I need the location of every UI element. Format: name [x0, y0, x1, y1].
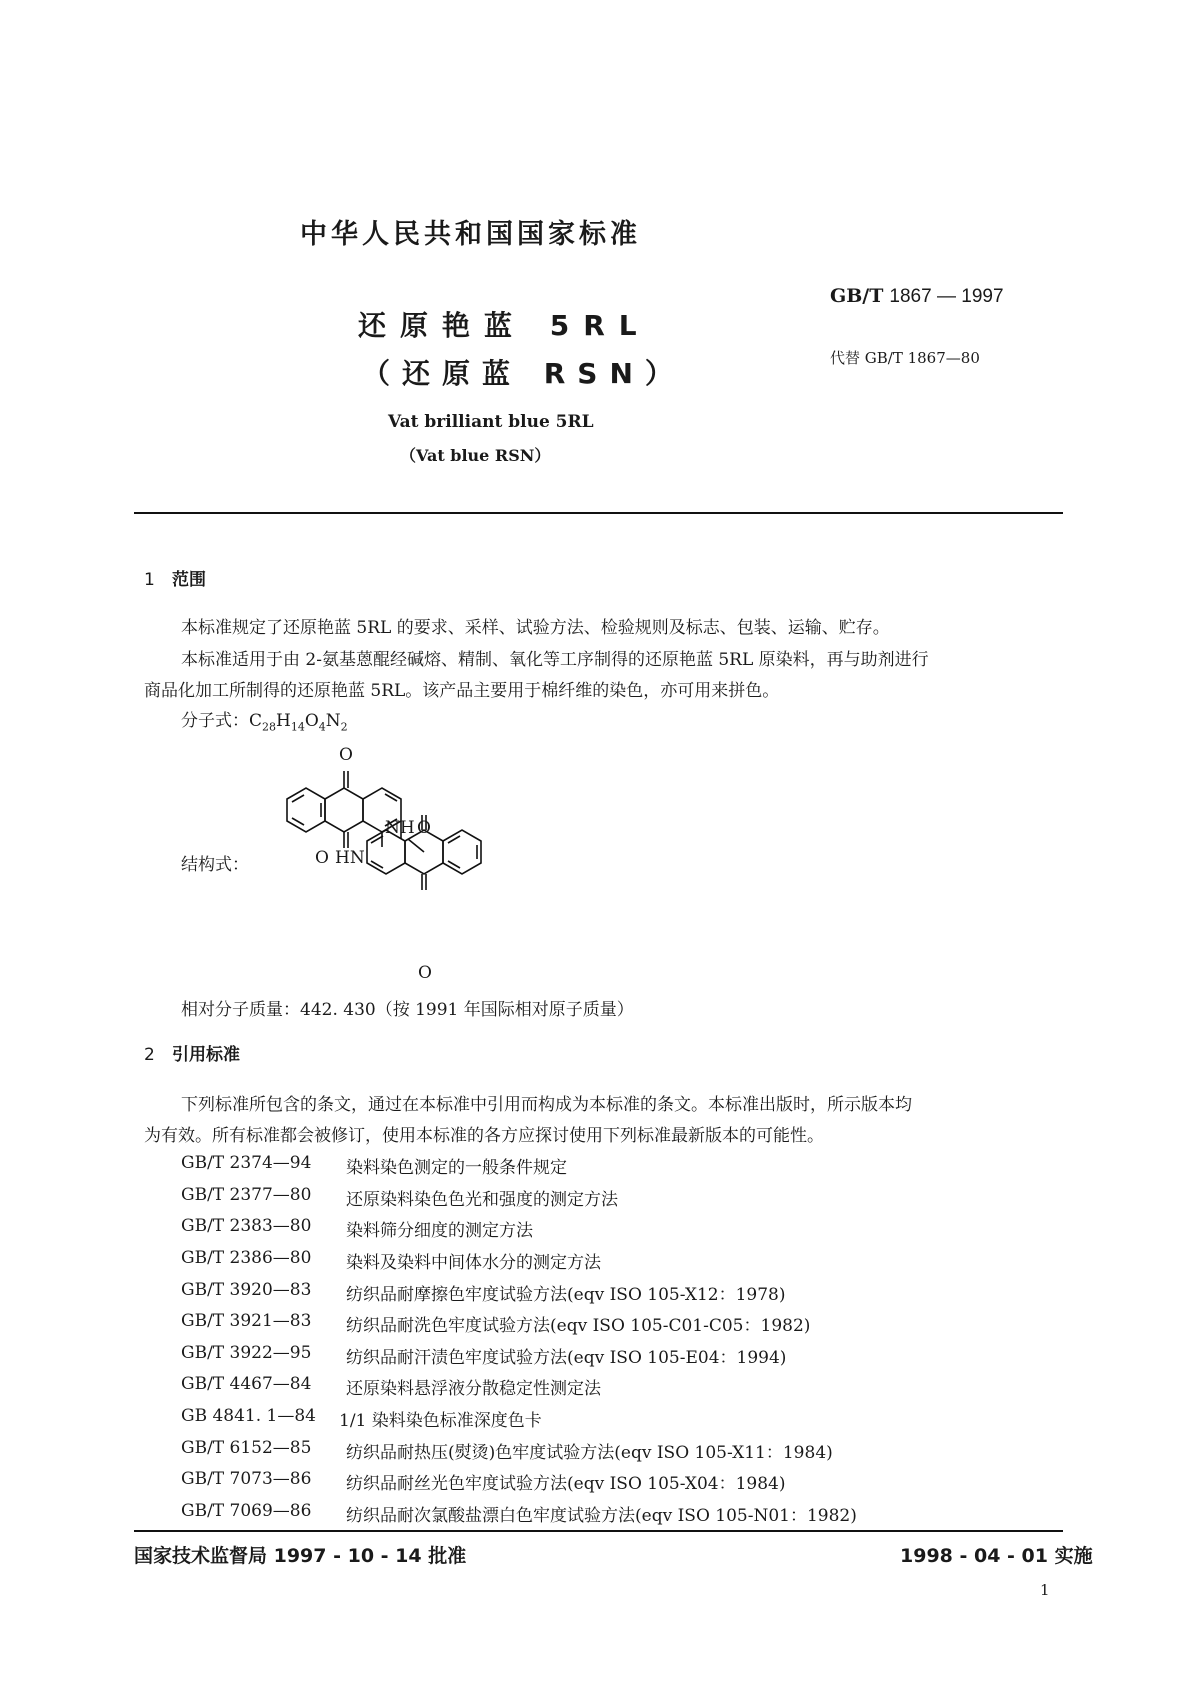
formula-nitrogen: N [325, 711, 341, 731]
formula-hydrogen: H [276, 711, 291, 731]
atom-o-top: O [339, 745, 353, 765]
reference-code: GB/T 6152—85 [181, 1438, 312, 1458]
header-divider [134, 512, 1063, 514]
reference-title: 染料染色测定的一般条件规定 [346, 1158, 567, 1178]
standard-number-value: 1867 — 1997 [889, 286, 1004, 307]
upper-central-ring [325, 788, 363, 832]
reference-code: GB/T 3920—83 [181, 1280, 312, 1300]
reference-title: 纺织品耐汗渍色牢度试验方法(eqv ISO 105-E04：1994) [346, 1348, 787, 1368]
page-number: 1 [1040, 1581, 1050, 1599]
atom-o-mid-right: O [417, 818, 431, 838]
reference-code: GB/T 2383—80 [181, 1216, 312, 1236]
reference-title: 纺织品耐洗色牢度试验方法(eqv ISO 105-C01-C05：1982) [346, 1316, 811, 1336]
reference-item [0, 1469, 1191, 1495]
approval-date: 国家技术监督局 1997 - 10 - 14 批准 [134, 1545, 467, 1567]
atom-o-bottom: O [418, 963, 432, 983]
reference-code: GB/T 4467—84 [181, 1374, 312, 1394]
section-1-number: 1 [144, 570, 155, 590]
reference-title: 纺织品耐热压(熨烫)色牢度试验方法(eqv ISO 105-X11：1984) [346, 1443, 833, 1463]
atom-o-mid-left: O [315, 848, 329, 868]
document-title-en-alias: （Vat blue RSN） [400, 446, 551, 465]
formula-hydrogen-count: 14 [290, 720, 305, 734]
section-1-paragraph-1: 本标准规定了还原艳蓝 5RL 的要求、采样、试验方法、检验规则及标志、包装、运输、贮存。 [181, 618, 890, 638]
reference-code: GB/T 2374—94 [181, 1153, 312, 1173]
section-1-title: 范围 [172, 570, 206, 590]
reference-item [0, 1185, 1191, 1211]
reference-title: 1/1 染料染色标准深度色卡 [339, 1411, 542, 1431]
reference-title: 纺织品耐丝光色牢度试验方法(eqv ISO 105-X04：1984) [346, 1474, 786, 1494]
replaces-standard: 代替 GB/T 1867—80 [830, 349, 980, 367]
reference-code: GB/T 7069—86 [181, 1501, 312, 1521]
section-2-heading [144, 1040, 240, 1065]
reference-code: GB 4841. 1—84 [181, 1406, 316, 1426]
formula-nitrogen-count: 2 [340, 720, 348, 734]
reference-item [0, 1343, 1191, 1369]
atom-nh: NH [385, 818, 415, 838]
reference-item [0, 1374, 1191, 1400]
reference-title: 染料及染料中间体水分的测定方法 [346, 1253, 601, 1273]
formula-carbon: C [249, 711, 263, 731]
reference-item [0, 1280, 1191, 1306]
section-2-paragraph-line-2: 为有效。所有标准都会被修订，使用本标准的各方应探讨使用下列标准最新版本的可能性。 [144, 1126, 824, 1146]
reference-item [0, 1216, 1191, 1242]
reference-code: GB/T 3922—95 [181, 1343, 312, 1363]
national-standard-title: 中华人民共和国国家标准 [300, 219, 641, 250]
reference-code: GB/T 2377—80 [181, 1185, 312, 1205]
standard-number-prefix: GB/T [830, 285, 884, 307]
reference-item [0, 1501, 1191, 1527]
section-2-title: 引用标准 [172, 1045, 240, 1065]
molecular-formula [181, 706, 348, 733]
molecular-formula-label: 分子式： [181, 711, 249, 731]
structure-label: 结构式： [181, 855, 249, 875]
document-title-cn-alias: （还原蓝 RSN） [362, 357, 685, 390]
formula-oxygen: O [304, 711, 319, 731]
reference-code: GB/T 7073—86 [181, 1469, 312, 1489]
reference-title: 还原染料染色色光和强度的测定方法 [346, 1190, 618, 1210]
reference-title: 染料筛分细度的测定方法 [346, 1221, 533, 1241]
relative-molecular-mass: 相对分子质量：442. 430（按 1991 年国际相对原子质量） [181, 1000, 634, 1020]
section-1-paragraph-2-line-1: 本标准适用于由 2-氨基蒽醌经碱熔、精制、氧化等工序制得的还原艳蓝 5RL 原染料，再与助剂进行 [181, 650, 929, 670]
reference-item [0, 1248, 1191, 1274]
reference-title: 还原染料悬浮液分散稳定性测定法 [346, 1379, 601, 1399]
reference-item [0, 1153, 1191, 1179]
reference-title: 纺织品耐摩擦色牢度试验方法(eqv ISO 105-X12：1978) [346, 1285, 786, 1305]
reference-item [0, 1438, 1191, 1464]
lower-right-benzene-ring [443, 830, 481, 874]
reference-item [0, 1406, 1191, 1432]
formula-carbon-count: 28 [262, 720, 277, 734]
formula-oxygen-count: 4 [318, 720, 326, 734]
implementation-date: 1998 - 04 - 01 实施 [900, 1545, 1093, 1567]
section-2-paragraph-line-1: 下列标准所包含的条文，通过在本标准中引用而构成为本标准的条文。本标准出版时，所示版本均 [181, 1095, 912, 1115]
document-title-en: Vat brilliant blue 5RL [388, 412, 594, 432]
reference-code: GB/T 2386—80 [181, 1248, 312, 1268]
upper-left-benzene-ring [287, 788, 325, 832]
section-1-heading [144, 565, 206, 590]
atom-hn: HN [335, 848, 365, 868]
reference-item [0, 1311, 1191, 1337]
reference-title: 纺织品耐次氯酸盐漂白色牢度试验方法(eqv ISO 105-N01：1982) [346, 1506, 857, 1526]
footer-divider [134, 1530, 1063, 1532]
document-title-cn: 还原艳蓝 5RL [358, 309, 651, 342]
section-1-paragraph-2-line-2: 商品化加工所制得的还原艳蓝 5RL。该产品主要用于棉纤维的染色，亦可用来拼色。 [144, 681, 780, 701]
reference-code: GB/T 3921—83 [181, 1311, 312, 1331]
structural-formula-diagram [270, 735, 540, 995]
section-2-number: 2 [144, 1045, 155, 1065]
standard-number [830, 285, 1004, 308]
